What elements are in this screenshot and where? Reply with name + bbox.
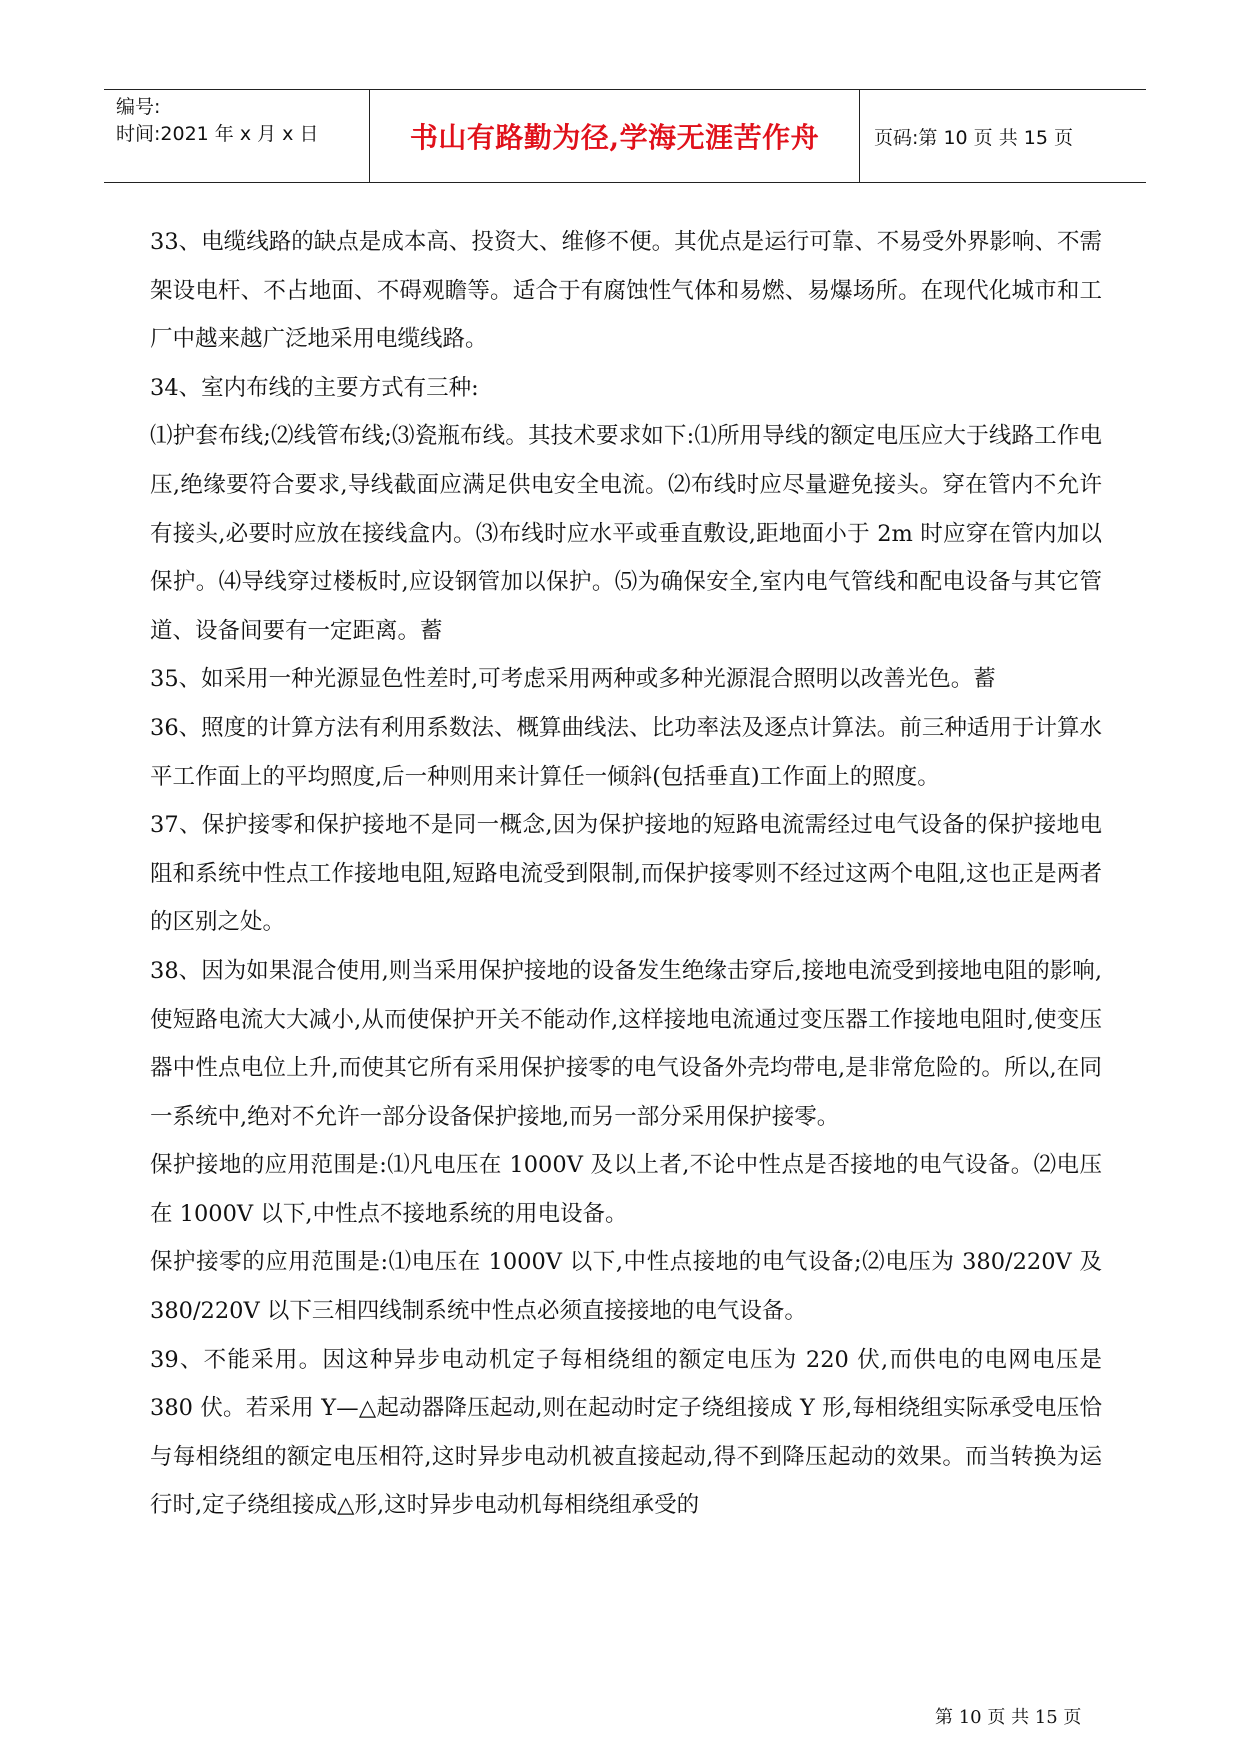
header-motto-cell (370, 90, 860, 182)
header-page-cell (860, 90, 1146, 182)
header-meta (104, 90, 370, 182)
paragraph-neutral-scope: 保护接零的应用范围是:⑴电压在 1000V 以下,中性点接地的电气设备;⑵电压为 380/220V 及 380/220V 以下三相四线制系统中性点必须直接接地的电气设备。 (150, 1249, 1102, 1325)
number-label: 编号: (116, 96, 161, 118)
page-header (104, 89, 1146, 183)
paragraph-33: 33、电缆线路的缺点是成本高、投资大、维修不便。其优点是运行可靠、不易受外界影响、不需架设电杆、不占地面、不碍观瞻等。适合于有腐蚀性气体和易燃、易爆场所。在现代化城市和工厂中越来越广泛地采用电缆线路。 (150, 229, 1102, 353)
paragraph-36: 36、照度的计算方法有利用系数法、概算曲线法、比功率法及逐点计算法。前三种适用于计算水平工作面上的平均照度,后一种则用来计算任一倾斜(包括垂直)工作面上的照度。 (150, 714, 1102, 790)
paragraph-38: 38、因为如果混合使用,则当采用保护接地的设备发生绝缘击穿后,接地电流受到接地电阻的影响,使短路电流大大减小,从而使保护开关不能动作,这样接地电流通过变压器工作接地电阻时,使变压器中性点电位上升,而使其它所有采用保护接零的电气设备外壳均带电,是非常危险的。所以,在同一系统中,绝对不允许一部分设备保护接地,而另一部分采用保护接零。 (150, 957, 1102, 1130)
paragraph-34: 34、室内布线的主要方式有三种: (150, 374, 479, 401)
paragraph-35: 35、如采用一种光源显色性差时,可考虑采用两种或多种光源混合照明以改善光色。蓄 (150, 666, 996, 693)
paragraph-39: 39、不能采用。因这种异步电动机定子每相绕组的额定电压为 220 伏,而供电的电网电压是 380 伏。若采用 Y—△起动器降压起动,则在起动时定子绕组接成 Y 形,每相绕组实际承受电压恰与每相绕组的额定电压相符,这时异步电动机被直接起动,得不到降压起动的效果。而当转换为运行时,定子绕组接成△形,这时异步电动机每相绕组承受的 (150, 1346, 1102, 1519)
paragraph-grounding-scope: 保护接地的应用范围是:⑴凡电压在 1000V 及以上者,不论中性点是否接地的电气设备。⑵电压在 1000V 以下,中性点不接地系统的用电设备。 (150, 1152, 1102, 1227)
body-text (150, 218, 1102, 1530)
page-footer: 第 10 页 共 15 页 (935, 1707, 1082, 1728)
header-page-info: 页码:第 10 页 共 15 页 (874, 126, 1073, 149)
paragraph-34-details: ⑴护套布线;⑵线管布线;⑶瓷瓶布线。其技术要求如下:⑴所用导线的额定电压应大于线路工作电压,绝缘要符合要求,导线截面应满足供电安全电流。⑵布线时应尽量避免接头。穿在管内不允许有接头,必要时应放在接线盒内。⑶布线时应水平或垂直敷设,距地面小于 2m 时应穿在管内加以保护。⑷导线穿过楼板时,应设钢管加以保护。⑸为确保安全,室内电气管线和配电设备与其它管道、设备间要有一定距离。蓄 (150, 423, 1102, 644)
header-motto: 书山有路勤为径,学海无涯苦作舟 (409, 121, 820, 154)
time-label: 时间:2021 年 x 月 x 日 (116, 123, 319, 145)
paragraph-37: 37、保护接零和保护接地不是同一概念,因为保护接地的短路电流需经过电气设备的保护接地电阻和系统中性点工作接地电阻,短路电流受到限制,而保护接零则不经过这两个电阻,这也正是两者的区别之处。 (150, 812, 1102, 936)
